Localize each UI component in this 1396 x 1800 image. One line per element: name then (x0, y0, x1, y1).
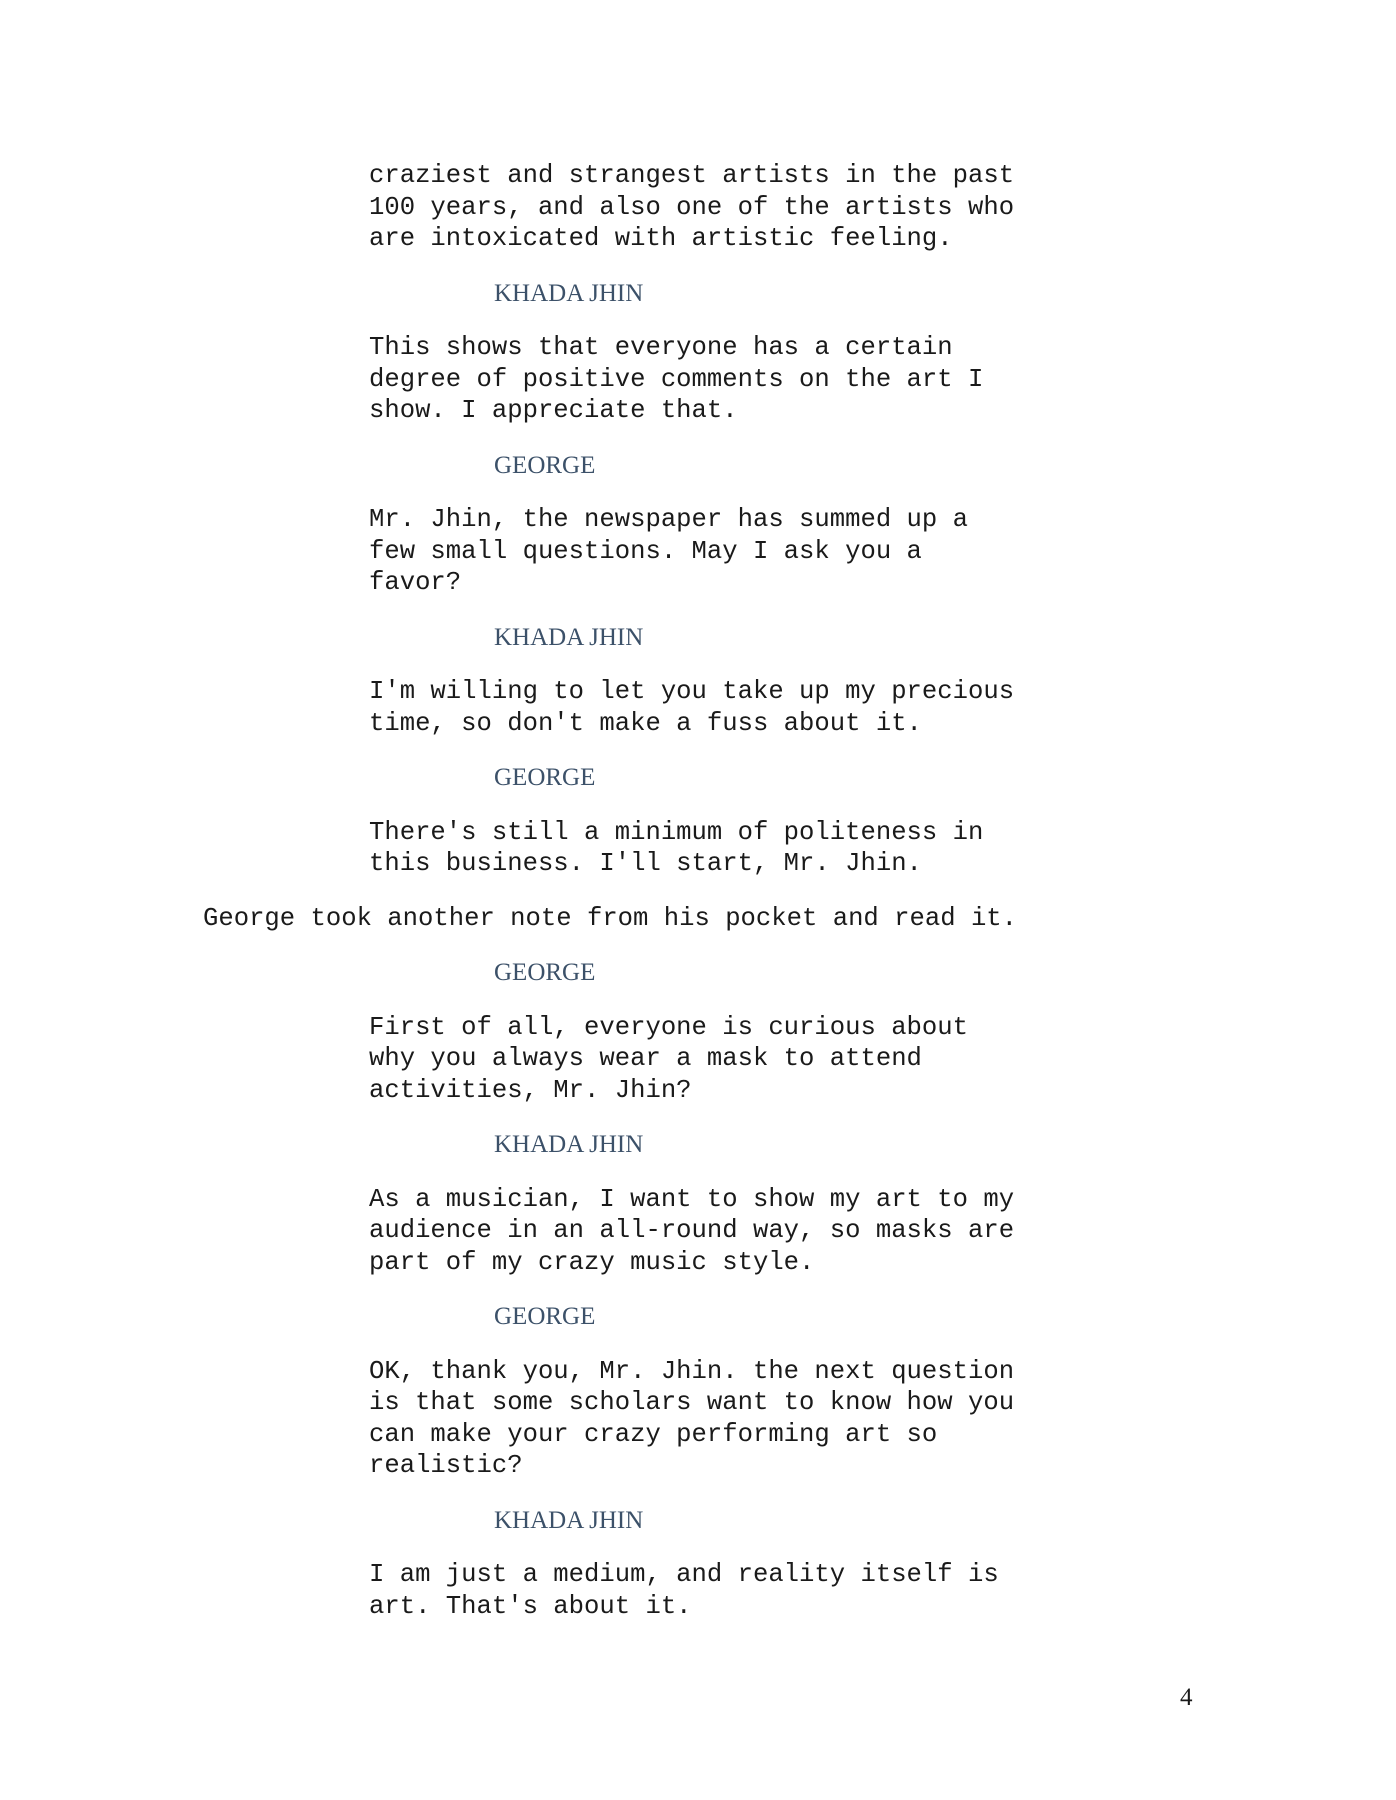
dialogue-line: activities, Mr. Jhin? (369, 1075, 692, 1105)
dialogue-line: audience in an all-round way, so masks are (369, 1216, 1015, 1245)
dialogue-line: art. That's about it. (369, 1591, 692, 1621)
action-line: George took another note from his pocket and read it. (203, 903, 1018, 933)
dialogue-line: this business. I'll start, Mr. Jhin. (369, 849, 922, 878)
character-name: GEORGE (494, 764, 596, 791)
dialogue-line: craziest and strangest artists in the past (369, 161, 1015, 190)
character-name: KHADA JHIN (494, 623, 644, 651)
dialogue-line: can make your crazy performing art so (369, 1419, 938, 1449)
dialogue-line: OK, thank you, Mr. Jhin. the next question (369, 1356, 1015, 1386)
character-name: KHADA JHIN (494, 1506, 644, 1534)
dialogue-line: I am just a medium, and reality itself is (369, 1560, 999, 1589)
character-name: KHADA JHIN (494, 279, 644, 307)
character-name: GEORGE (494, 959, 596, 986)
dialogue-line: First of all, everyone is curious about (369, 1012, 968, 1042)
dialogue-line: why you always wear a mask to attend (369, 1044, 922, 1073)
dialogue-line: is that some scholars want to know how you (369, 1388, 1015, 1417)
dialogue-line: 100 years, and also one of the artists who (369, 192, 1015, 222)
dialogue-line: As a musician, I want to show my art to my (369, 1184, 1015, 1214)
dialogue-line: show. I appreciate that. (369, 396, 738, 425)
dialogue-line: few small questions. May I ask you a (369, 536, 922, 566)
dialogue-line: Mr. Jhin, the newspaper has summed up a (369, 505, 968, 534)
dialogue-line: time, so don't make a fuss about it. (369, 708, 922, 738)
dialogue-line: are intoxicated with artistic feeling. (369, 224, 953, 253)
character-name: GEORGE (494, 1303, 596, 1330)
dialogue-line: There's still a minimum of politeness in (369, 817, 984, 847)
dialogue-line: I'm willing to let you take up my precious (369, 677, 1015, 706)
dialogue-line: part of my crazy music style. (369, 1247, 815, 1277)
dialogue-line: This shows that everyone has a certain (369, 333, 953, 362)
page-number: 4 (1180, 1684, 1193, 1711)
character-name: KHADA JHIN (494, 1131, 644, 1158)
dialogue-line: favor? (369, 568, 462, 597)
dialogue-line: degree of positive comments on the art I (369, 364, 984, 394)
character-name: GEORGE (494, 451, 596, 479)
dialogue-line: realistic? (369, 1451, 523, 1480)
